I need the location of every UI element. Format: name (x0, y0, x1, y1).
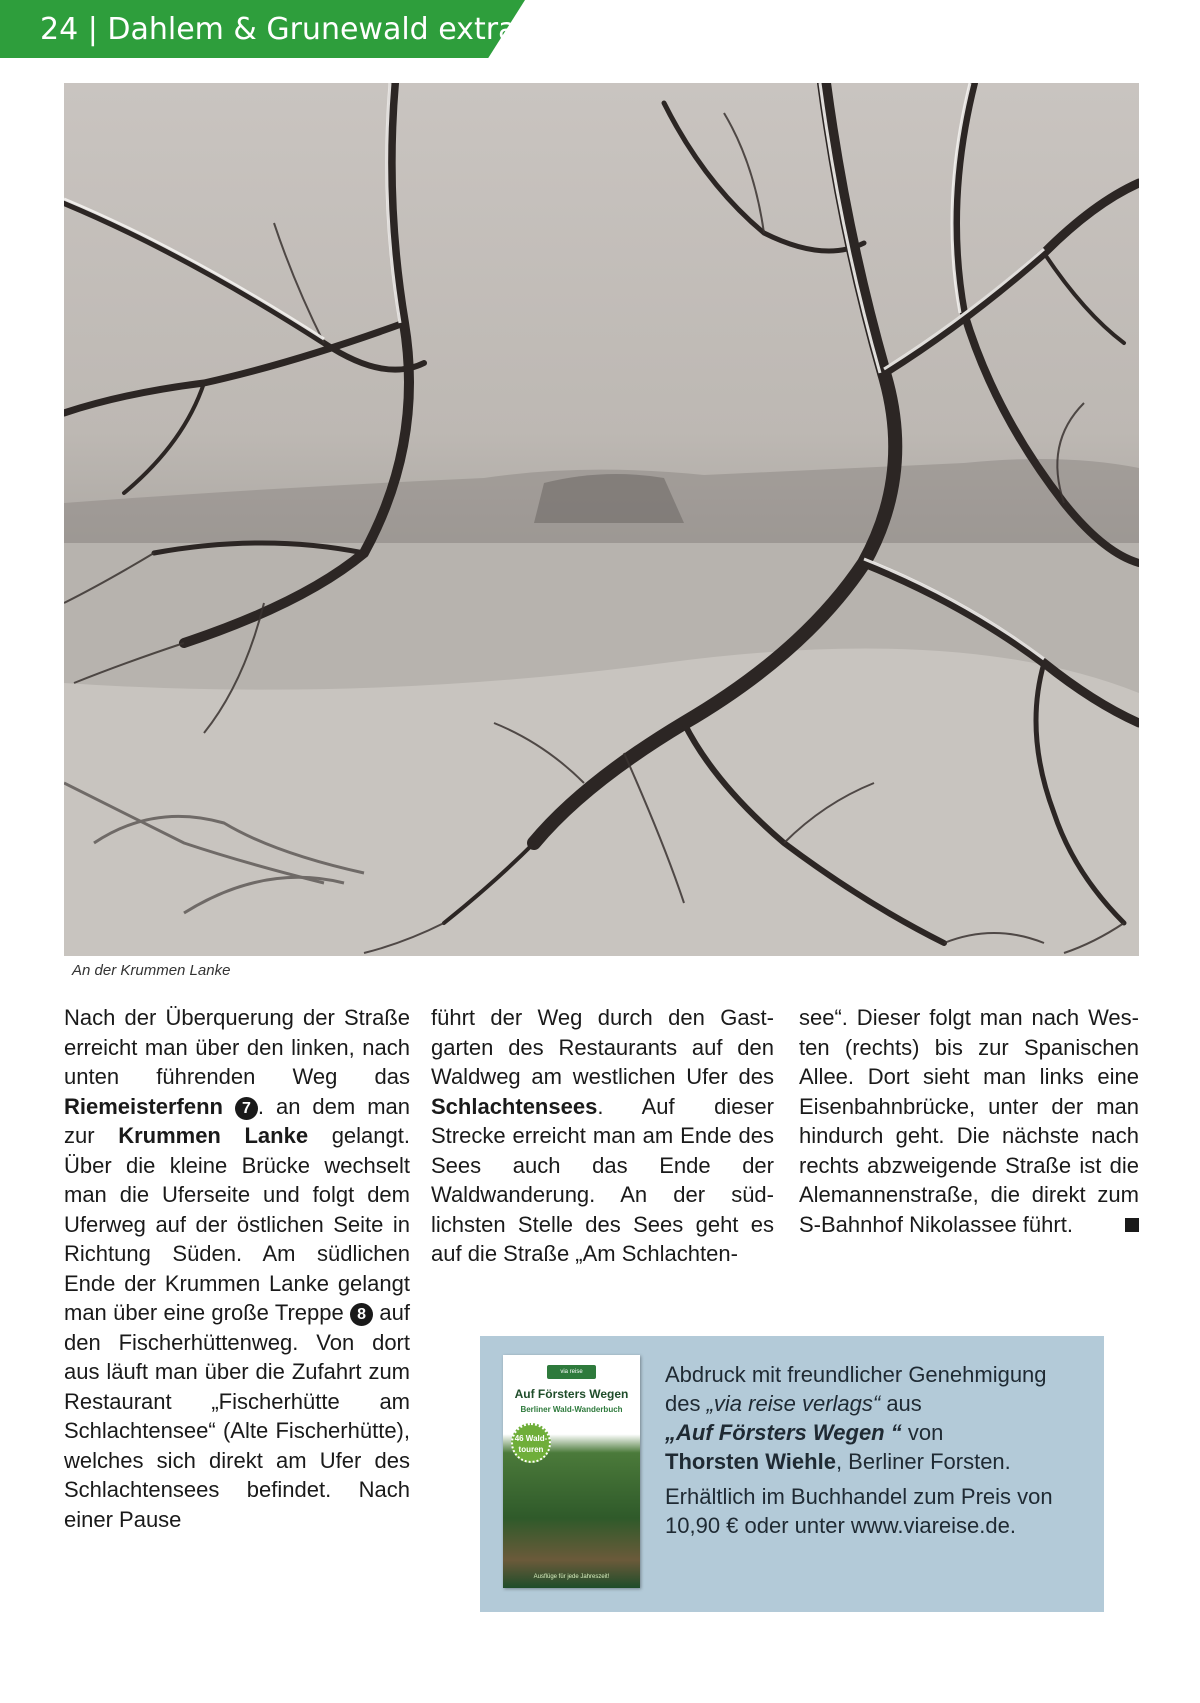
text-span: aus (880, 1391, 922, 1416)
cover-badge: 46 Wald-touren (511, 1423, 551, 1463)
text-span: Nach der Überquerung der Straße erreicht man über den linken, nach unten führenden Weg das (64, 1005, 410, 1089)
article-paragraph (799, 1003, 1139, 1239)
text-span: . Auf dieser Strecke erreicht man am Ende des Sees auch das Ende der Waldwanderung. An der südlichsten Stelle des Sees geht es auf die Straße „Am Schlachten- (431, 1093, 774, 1266)
book-title: „Auf Försters Wegen “ (665, 1420, 902, 1445)
publisher-logo: via reise (547, 1365, 596, 1379)
credit-paragraph (665, 1360, 1085, 1476)
marker-8: 8 (350, 1303, 373, 1326)
credit-line1: Abdruck mit freundlicher Genehmigung (665, 1362, 1047, 1387)
page-number: 24 (40, 12, 79, 47)
cover-subtitle: Berliner Wald-Wanderbuch (520, 1405, 623, 1414)
place-krumme-lanke: Krummen Lanke (118, 1123, 309, 1148)
publisher-name: „via reise verlags“ (706, 1391, 881, 1416)
lake-photo (64, 83, 1139, 956)
book-credit-text (665, 1360, 1085, 1540)
marker-7: 7 (235, 1097, 258, 1120)
book-cover (503, 1355, 640, 1588)
article-column-2 (431, 1003, 774, 1269)
text-span: see“. Dieser folgt man nach Westen (rechts) bis zur Spanischen Allee. Dort sieht man links eine Eisenbahnbrücke, unter der man hindurch geht. Die nächste nach rechts abzweigende Straße ist die Alemannenstraße, die direkt zum S-Bahnhof Nikolassee führt. (799, 1005, 1139, 1237)
place-schlachtensee: Schlachtensees (431, 1093, 598, 1119)
article-paragraph (431, 1003, 774, 1269)
cover-title: Auf Försters Wegen (514, 1387, 629, 1401)
place-riemeisterfenn: Riemeisterfenn (64, 1093, 223, 1119)
photo-caption: An der Krummen Lanke (72, 962, 231, 979)
cover-footer: Ausflüge für jede Jahreszeit! (533, 1574, 610, 1580)
text-span: . an dem man zur (64, 1093, 410, 1148)
section-title: Dahlem & Grunewald extra (107, 12, 517, 47)
availability-text: Erhältlich im Buchhandel zum Preis von 10,90 € oder unter www.viareise.de. (665, 1484, 1053, 1538)
article-column-1 (64, 1003, 410, 1534)
article-paragraph (64, 1003, 410, 1534)
text-span: des (665, 1391, 707, 1416)
text-span: gelangt. Über die kleine Brücke wechselt man die Uferseite und folgt dem Uferweg auf der östlichen Seite in Richtung Süden. Am südlichen Ende der Krummen Lanke gelangt man über eine große Treppe (64, 1123, 410, 1325)
page-header: 24 | Dahlem & Grunewald extra (40, 12, 517, 47)
text-span: von (901, 1420, 944, 1445)
author-name: Thorsten Wiehle (665, 1449, 836, 1474)
end-mark (1125, 1218, 1139, 1232)
text-span: auf den Fischerhüttenweg. Von dort aus läuft man über die Zufahrt zum Restaurant „Fischerhütte am Schlachtensee“ (Alte Fischerhütte), welches sich direkt am Ufer des Schlachtensees befindet. Nach einer Pause (64, 1300, 410, 1532)
text-span: , Berliner Forsten. (835, 1449, 1011, 1474)
text-span: führt der Weg durch den Gastgarten des Restaurants auf den Waldweg am westlichen Ufer des (431, 1005, 774, 1089)
article-column-3 (799, 1003, 1139, 1239)
book-info-box (480, 1336, 1104, 1612)
